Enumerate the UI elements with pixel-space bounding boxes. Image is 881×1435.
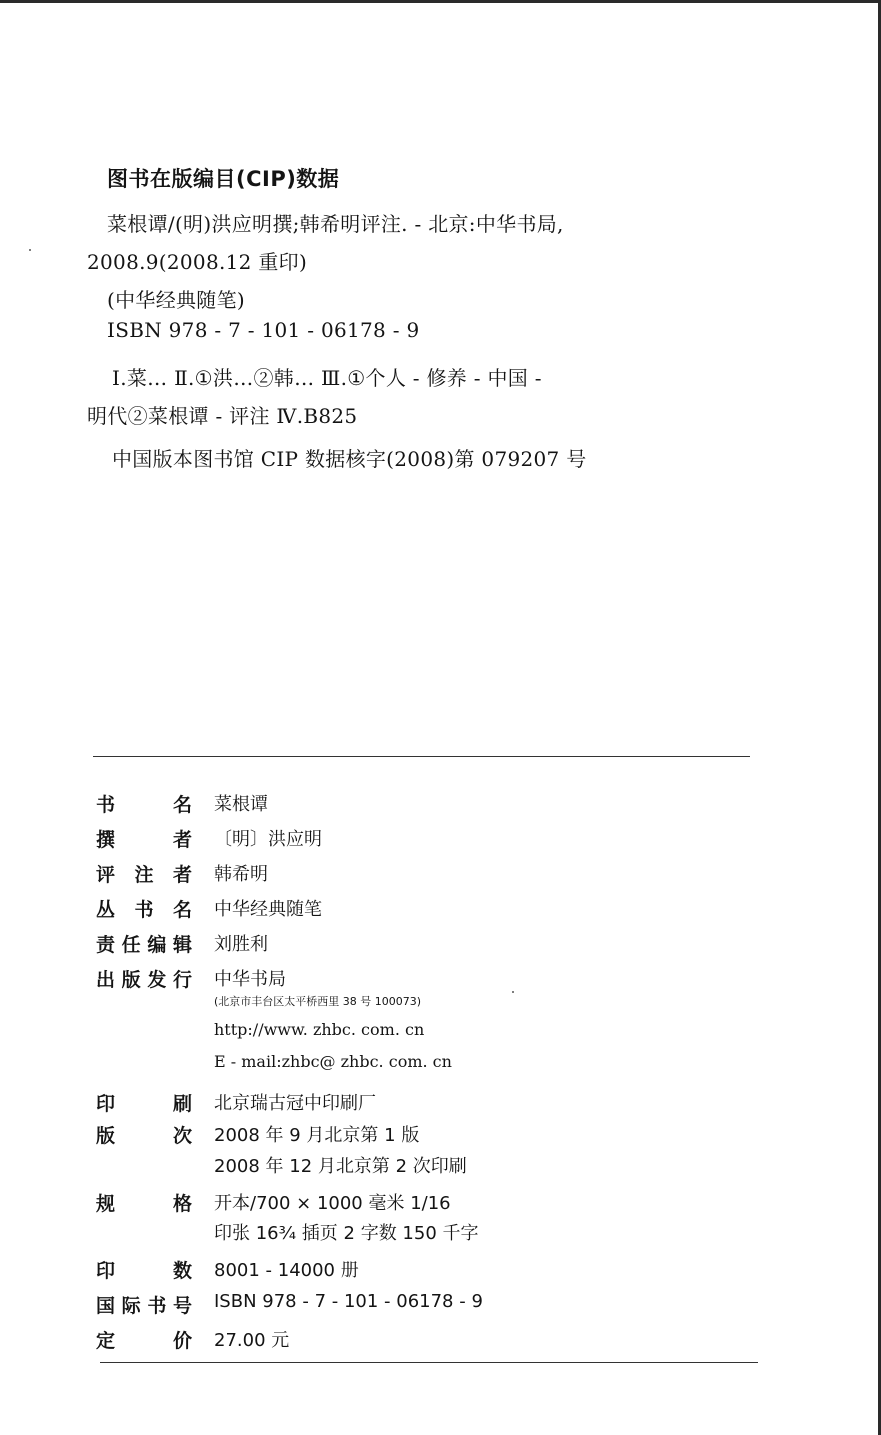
cip-classification-line-2: 明代②菜根谭 - 评注 Ⅳ.B825	[87, 404, 358, 428]
spec-value-publisher: 中华书局	[214, 969, 286, 990]
spec-value-annotator: 韩希明	[214, 864, 268, 885]
spec-value-printer: 北京瑞古冠中印刷厂	[214, 1093, 376, 1114]
spec-value-sheets: 印张 16¾ 插页 2 字数 150 千字	[214, 1223, 479, 1244]
spec-label-isbn: 国 际 书 号	[96, 1295, 192, 1317]
spec-label-print-run: 印 数	[96, 1260, 192, 1282]
spec-label-editor: 责 任 编 辑	[96, 934, 192, 956]
spec-label-annotator: 评 注 者	[96, 864, 192, 886]
spec-label-printer: 印 刷	[96, 1093, 192, 1115]
divider-bottom	[100, 1362, 758, 1363]
spec-label-title: 书 名	[96, 794, 192, 816]
spec-value-series: 中华经典随笔	[214, 899, 322, 920]
cip-date-line: 2008.9(2008.12 重印)	[87, 250, 308, 274]
spec-value-edition: 2008 年 9 月北京第 1 版	[214, 1125, 420, 1146]
spec-label-series: 丛 书 名	[96, 899, 192, 921]
scan-speck	[512, 991, 514, 993]
cip-heading: 图书在版编目(CIP)数据	[107, 167, 340, 191]
spec-label-format: 规 格	[96, 1193, 192, 1215]
publisher-website: http://www. zhbc. com. cn	[214, 1020, 425, 1039]
scan-speck	[29, 249, 31, 251]
publisher-address: (北京市丰台区太平桥西里 38 号 100073)	[214, 995, 422, 1008]
spec-value-author: 〔明〕洪应明	[214, 829, 322, 850]
cip-title-line: 菜根谭/(明)洪应明撰;韩希明评注. - 北京:中华书局,	[107, 212, 564, 236]
spec-value-isbn: ISBN 978 - 7 - 101 - 06178 - 9	[214, 1291, 483, 1312]
divider-top	[93, 756, 750, 757]
cip-series-line: (中华经典随笔)	[107, 288, 246, 312]
spec-value-reprint: 2008 年 12 月北京第 2 次印刷	[214, 1156, 467, 1177]
scan-border-top	[0, 0, 881, 3]
cip-record-number: 中国版本图书馆 CIP 数据核字(2008)第 079207 号	[112, 447, 587, 471]
spec-value-print-run: 8001 - 14000 册	[214, 1260, 359, 1281]
spec-label-edition: 版 次	[96, 1125, 192, 1147]
spec-value-title: 菜根谭	[214, 794, 268, 815]
spec-value-format: 开本/700 × 1000 毫米 1/16	[214, 1193, 451, 1214]
publisher-email: E - mail:zhbc@ zhbc. com. cn	[214, 1052, 452, 1071]
spec-label-price: 定 价	[96, 1330, 192, 1352]
spec-label-author: 撰 者	[96, 829, 192, 851]
spec-label-publisher: 出 版 发 行	[96, 969, 192, 991]
spec-value-editor: 刘胜利	[214, 934, 268, 955]
spec-value-price: 27.00 元	[214, 1330, 290, 1351]
cip-classification-line: Ⅰ.菜… Ⅱ.①洪…②韩… Ⅲ.①个人 - 修养 - 中国 -	[112, 366, 542, 390]
cip-isbn-line: ISBN 978 - 7 - 101 - 06178 - 9	[107, 318, 420, 342]
